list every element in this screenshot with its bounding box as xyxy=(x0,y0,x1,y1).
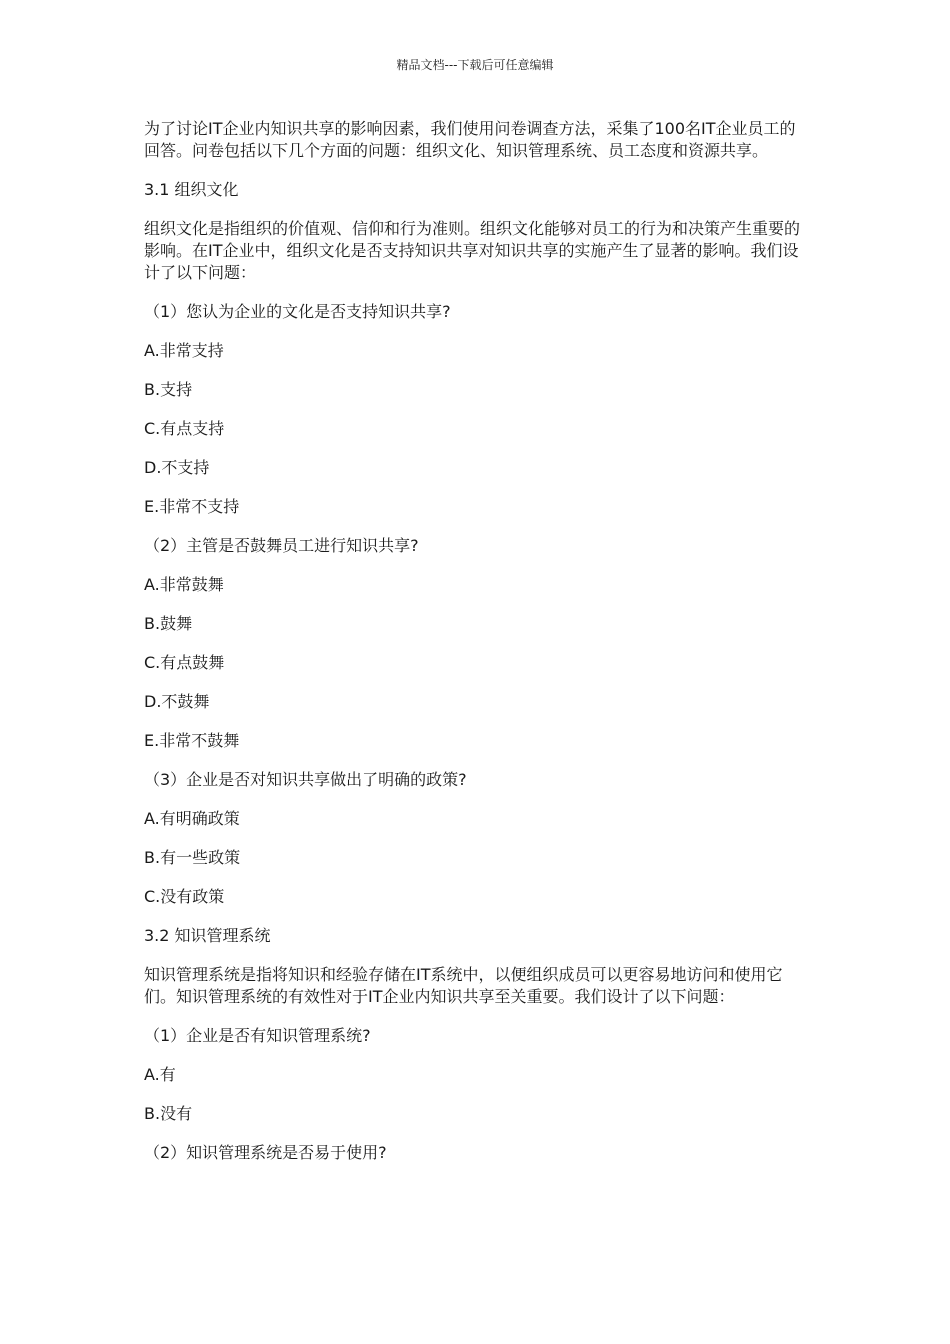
question-2: （2）知识管理系统是否易于使用? xyxy=(144,1143,387,1162)
answer-option: B.支持 xyxy=(144,380,193,399)
answer-option: B.有一些政策 xyxy=(144,848,241,867)
answer-option: D.不鼓舞 xyxy=(144,692,210,711)
answer-option: A.有 xyxy=(144,1065,176,1084)
intro-paragraph: 为了讨论IT企业内知识共享的影响因素，我们使用问卷调查方法，采集了100名IT企业员工的回答。问卷包括以下几个方面的问题：组织文化、知识管理系统、员工态度和资源共享。 xyxy=(144,119,796,160)
section-3-1-paragraph: 组织文化是指组织的价值观、信仰和行为准则。组织文化能够对员工的行为和决策产生重要的影响。在IT企业中，组织文化是否支持知识共享对知识共享的实施产生了显著的影响。我们设计了以下问题： xyxy=(144,219,801,282)
section-heading-3-2: 3.2 知识管理系统 xyxy=(144,926,271,945)
section-3-2-paragraph: 知识管理系统是指将知识和经验存储在IT系统中，以便组织成员可以更容易地访问和使用它们。知识管理系统的有效性对于IT企业内知识共享至关重要。我们设计了以下问题： xyxy=(144,965,783,1006)
answer-option: E.非常不支持 xyxy=(144,497,240,516)
question-1: （1）您认为企业的文化是否支持知识共享? xyxy=(144,302,451,321)
answer-option: C.没有政策 xyxy=(144,887,225,906)
question-2: （2）主管是否鼓舞员工进行知识共享? xyxy=(144,536,419,555)
section-heading-3-1: 3.1 组织文化 xyxy=(144,180,239,199)
answer-option: A.有明确政策 xyxy=(144,809,240,828)
answer-option: A.非常支持 xyxy=(144,341,224,360)
answer-option: D.不支持 xyxy=(144,458,210,477)
answer-option: C.有点支持 xyxy=(144,419,225,438)
answer-option: B.没有 xyxy=(144,1104,193,1123)
question-1: （1）企业是否有知识管理系统? xyxy=(144,1026,371,1045)
page-header: 精品文档---下载后可任意编辑 xyxy=(396,58,554,72)
question-3: （3）企业是否对知识共享做出了明确的政策? xyxy=(144,770,467,789)
answer-option: A.非常鼓舞 xyxy=(144,575,224,594)
answer-option: C.有点鼓舞 xyxy=(144,653,225,672)
document-body xyxy=(144,118,804,1181)
answer-option: E.非常不鼓舞 xyxy=(144,731,240,750)
answer-option: B.鼓舞 xyxy=(144,614,193,633)
